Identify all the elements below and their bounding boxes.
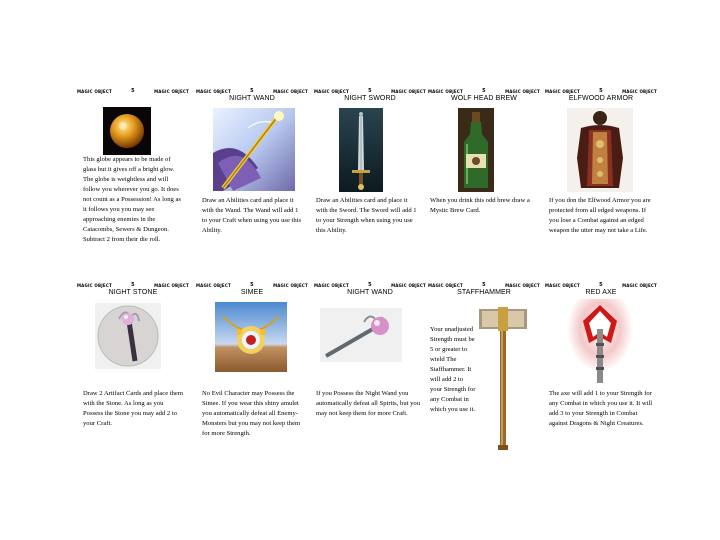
card-header	[196, 87, 308, 95]
card-text: If you Possess the Night Wand you automatically defeat all Spirits, but you may not keep them for more Craft.	[316, 390, 421, 417]
card-type-label: MAGIC OBJECT	[273, 88, 308, 94]
card-header	[314, 281, 426, 289]
card-header	[545, 87, 657, 95]
card-type-label: MAGIC OBJECT	[196, 282, 231, 288]
card-text: This globe appears to be made of glass but it gives off a bright glow. The globe is weightless and will follow you wherever you go. It does not count as a Possession! As long as it follows you you may see approaching enemies in the Catacombs, Sewers & Dungeon. Subtract 2 from their die roll.	[83, 156, 181, 243]
card-number: 5	[131, 282, 135, 288]
golden-globe-icon	[103, 107, 151, 155]
card-type-label: MAGIC OBJECT	[622, 88, 657, 94]
card-text: When you drink this odd brew draw a Mystic Brew Card.	[430, 197, 530, 214]
card-type-label: MAGIC OBJECT	[154, 282, 189, 288]
card-header	[77, 87, 189, 95]
card-type-label: MAGIC OBJECT	[545, 88, 580, 94]
card-text: The axe will add 1 to your Strength for any Combat in which you use it. It will add 3 to your Strength in Combat against Dragons & Night Creatures.	[549, 390, 653, 427]
brew-bottle-icon	[458, 108, 494, 192]
card-type-label: MAGIC OBJECT	[428, 88, 463, 94]
card-text: Draw an Abilities card and place it with the Wand. The Wand will add 1 to your Craft when using you use this Ability.	[202, 197, 302, 234]
card-night-sword	[314, 87, 426, 267]
card-number: 5	[131, 88, 135, 94]
card-type-label: MAGIC OBJECT	[622, 282, 657, 288]
card-text: No Evil Character may Possess the Simee. If you wear this shiny amulet you automatically defeat all Enemy-Monsters but you may not keep them for more Strength.	[202, 390, 301, 437]
card-type-label: MAGIC OBJECT	[428, 282, 463, 288]
card-number: 5	[368, 282, 372, 288]
card-type-label: MAGIC OBJECT	[314, 282, 349, 288]
card-type-label: MAGIC OBJECT	[196, 88, 231, 94]
card-type-label: MAGIC OBJECT	[77, 282, 112, 288]
card-title: NIGHT STONE	[108, 289, 158, 296]
night-sword-icon	[339, 108, 383, 192]
card-header	[314, 87, 426, 95]
card-type-label: MAGIC OBJECT	[505, 282, 540, 288]
card-red-axe	[545, 281, 657, 461]
card-number: 5	[599, 88, 603, 94]
simee-amulet-icon	[215, 302, 287, 372]
elfwood-armor-icon	[567, 108, 633, 192]
card-header	[428, 281, 540, 289]
card-text: Draw 2 Artifact Cards and place them with the Stone. As long as you Possess the Stone you may add 2 to your Craft.	[83, 390, 183, 427]
card-text: If you don the Elfwood Armor you are protected from all edged weapons. If you lose a Combat against an edged weapon the utter may not take a Life.	[549, 197, 651, 234]
card-number: 5	[482, 282, 486, 288]
card-type-label: MAGIC OBJECT	[77, 88, 112, 94]
card-night-wand	[196, 87, 308, 267]
card-staffhammer	[428, 281, 540, 461]
card-title: SIMEE	[240, 289, 264, 296]
card-type-label: MAGIC OBJECT	[391, 282, 426, 288]
card-wolf-head-brew	[428, 87, 540, 267]
card-number: 5	[482, 88, 486, 94]
red-axe-icon	[567, 299, 633, 385]
card-number: 5	[368, 88, 372, 94]
card-type-label: MAGIC OBJECT	[314, 88, 349, 94]
card-header	[196, 281, 308, 289]
staffhammer-icon	[478, 299, 528, 451]
card-number: 5	[250, 282, 254, 288]
card-text: Your unadjusted Strength must be 5 or greater to wield The Staffhammer. It will add 2 to your Strength for any Combat in which you use it.	[430, 326, 476, 413]
card-number: 5	[599, 282, 603, 288]
card-title: NIGHT WAND	[347, 289, 393, 296]
card-number: 5	[250, 88, 254, 94]
card-title: STAFFHAMMER	[457, 289, 511, 296]
card-night-stone	[77, 281, 189, 461]
card-title: NIGHT SWORD	[344, 95, 396, 102]
card-header	[545, 281, 657, 289]
card-type-label: MAGIC OBJECT	[505, 88, 540, 94]
night-wand-orb-icon	[320, 308, 402, 362]
card-type-label: MAGIC OBJECT	[154, 88, 189, 94]
card-simee	[196, 281, 308, 461]
card-globe	[77, 87, 189, 267]
card-title: RED AXE	[585, 289, 617, 296]
card-title: ELFWOOD ARMOR	[568, 95, 634, 102]
card-night-wand-orb	[314, 281, 426, 461]
card-elfwood-armor	[545, 87, 657, 267]
card-text: Draw an Abilities card and place it with the Sword. The Sword will add 1 to your Strength when using you use this Ability.	[316, 197, 417, 234]
card-header	[428, 87, 540, 95]
card-type-label: MAGIC OBJECT	[545, 282, 580, 288]
card-title: NIGHT WAND	[229, 95, 275, 102]
night-stone-icon	[95, 303, 161, 369]
card-title: WOLF HEAD BREW	[451, 95, 517, 102]
card-type-label: MAGIC OBJECT	[273, 282, 308, 288]
night-wand-icon	[213, 108, 295, 191]
card-header	[77, 281, 189, 289]
card-type-label: MAGIC OBJECT	[391, 88, 426, 94]
